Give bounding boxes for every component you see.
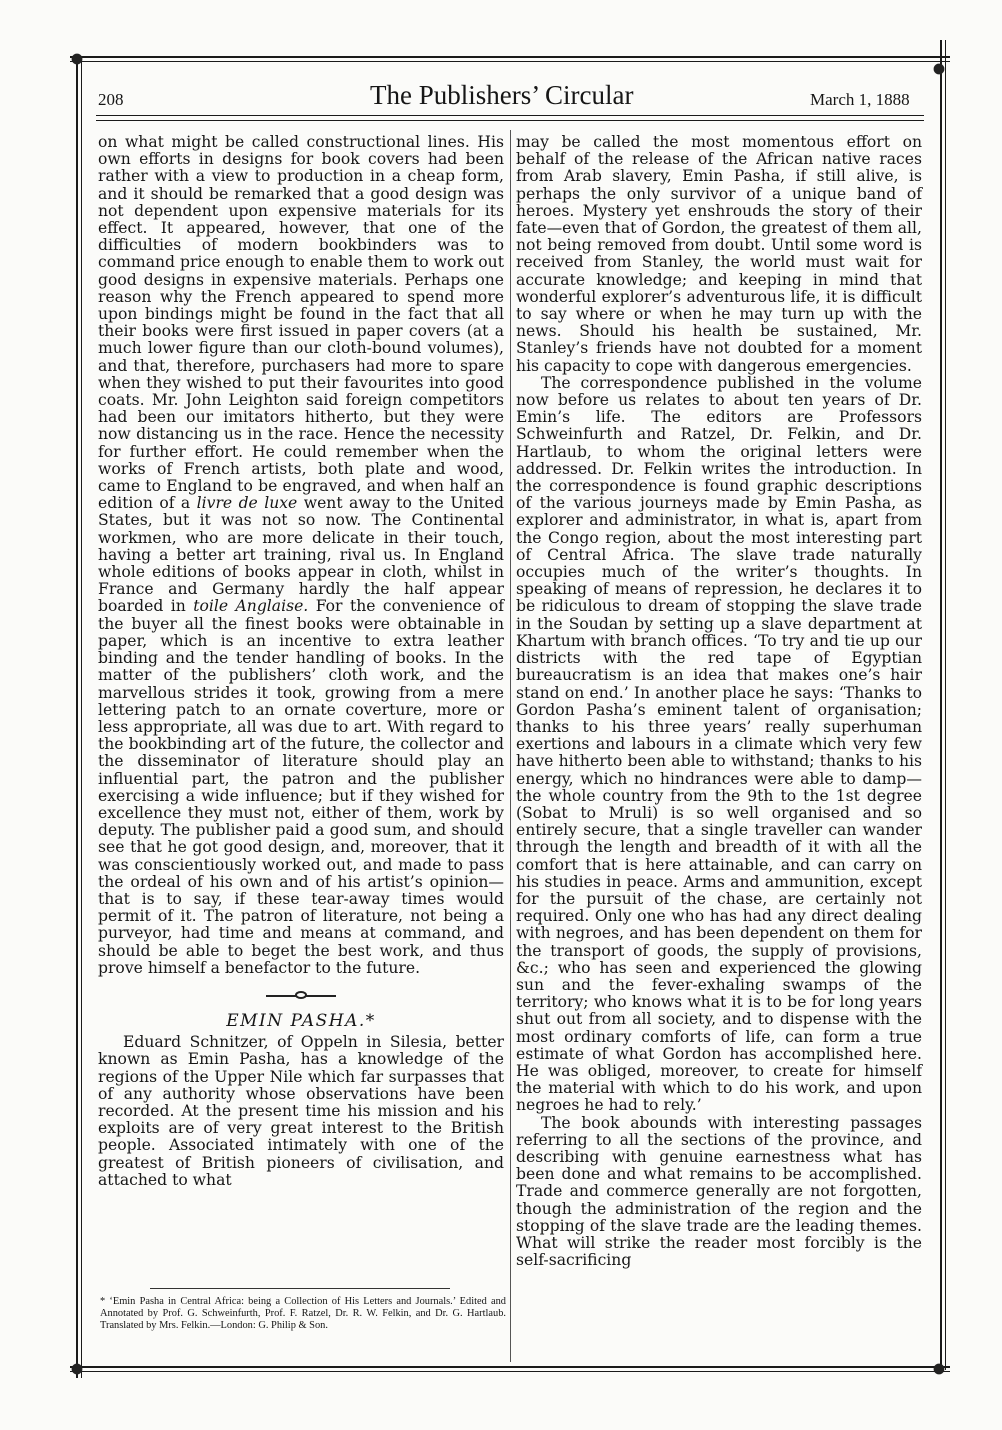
page-title: The Publishers’ Circular: [370, 80, 634, 110]
bottom-border-rule-inner: [70, 1371, 950, 1372]
top-border-rule: [70, 56, 950, 58]
footnote-separator: [150, 1288, 450, 1289]
article-paragraph: Eduard Schnitzer, of Oppeln in Silesia, better known as Emin Pasha, has a knowledge of the regions of the Upper Nile which far surpasses that of any authority whose observations have been recorded. At the present time his mission and his exploits are of very great interest to the British people. Associated intimately with one of the greatest of British pioneers of civilisation, and attached to what: [98, 1033, 504, 1189]
page-number: 208: [98, 90, 124, 109]
right-border-rule-inner: [945, 40, 946, 1370]
article-paragraph: The correspondence published in the volume now before us relates to about ten years of Dr. Emin’s life. The editors are Professors Schweinfurth and Ratzel, Dr. Felkin, and Dr. Hartlaub, to whom the original letters were addressed. Dr. Felkin writes the introduction. In the correspondence is found graphic descriptions of the various journeys made by Emin Pasha, as explorer and administrator, in what is, apart from the Congo region, about the most interesting part of Central Africa. The slave trade naturally occupies much of the writer’s thoughts. In speaking of means of repression, he declares it to be ridiculous to dream of stopping the slave trade in the Soudan by setting up a slave department at Khartum with branch offices. ‘To try and tie up our districts with the red tape of Egyptian bureaucratism is an idea that makes one’s hair stand on end.’ In another place he says: ‘Thanks to Gordon Pasha’s eminent talent of organisation; thanks to his three years’ really superhuman exertions and labours in a climate which very few have hitherto been able to withstand; thanks to his energy, which no hindrances were able to damp—the whole country from the 9th to the 1st degree (Sobat to Mruli) is so well organised and so entirely secure, that a single traveller can wander through the length and breadth of it with all the comfort that is here attainable, and can carry on his studies in peace. Arms and ammunition, except for the pursuit of the chase, are certainly not required. Only one who has had any direct dealing with negroes, and has been dependent on them for the transport of goods, the supply of provisions, &c.; who has seen and experienced the glowing sun and the fever-exhaling swamps of the territory; who knows what it is to be for long years shut out from all society, and to dispense with the most ordinary comforts of life, can form a true estimate of what Gordon has accomplished here. He was obliged, moreover, to create for himself the material with which to do his work, and upon negroes he had to rely.’: [516, 373, 922, 1115]
left-border-rule: [76, 58, 78, 1378]
issue-date: March 1, 1888: [810, 90, 910, 109]
right-column: [516, 134, 922, 1269]
paragraph-text: went away to the United States, but it was not so now. The Continental workmen, who are more delicate in their touch, having a better art training, rival us. In England whole editions of books appear in cloth, whilst in France and Germany hardly the half appear boarded in: [98, 494, 504, 616]
ornament-corner-icon: [68, 1360, 86, 1378]
section-title: EMIN PASHA.*: [226, 1010, 376, 1031]
column-divider: [510, 130, 511, 1362]
article-paragraph: may be called the most momentous effort on behalf of the release of the African native races from Arab slavery, Emin Pasha, if still alive, is perhaps the only survivor of a unique band of heroes. Mystery yet enshrouds the story of their fate—even that of Gordon, the greatest of them all, not being removed from doubt. Until some word is received from Stanley, the world must wait for accurate knowledge; and keeping in mind that wonderful explorer’s adventurous life, it is difficult to say where or when he may turn up with the news. Should his health be sustained, Mr. Stanley’s friends have not doubted for a moment his capacity to cope with dangerous emergencies.: [516, 133, 922, 375]
right-border-rule: [940, 40, 942, 1370]
bottom-border-rule: [70, 1366, 950, 1368]
left-column: [98, 134, 504, 1189]
article-paragraph: [98, 134, 504, 977]
header-rule-second: [96, 120, 924, 121]
left-border-rule-inner: [81, 58, 82, 1378]
footnote: * ‘Emin Pasha in Central Africa: being a Collection of His Letters and Journals.’ Edited and Annotated by Prof. G. Schweinfurth, Prof. F. Ratzel, Dr. R. W. Felkin, and Dr. G. Hartlaub. Translated by Mrs. Felkin.—London: G. Philip & Son.: [100, 1296, 506, 1331]
ornament-corner-icon: [930, 1360, 948, 1378]
article-paragraph: The book abounds with interesting passages referring to all the sections of the province, and describing with genuine earnestness what has been done and what remains to be accomplished. Trade and commerce generally are not forgotten, though the administration of the region and the stopping of the slave trade are the leading themes. What will strike the reader most forcibly is the self-sacrificing: [516, 1113, 922, 1270]
ornament-corner-icon: [68, 50, 86, 68]
italic-phrase: livre de luxe: [196, 494, 298, 513]
ornament-corner-icon: [930, 60, 948, 78]
italic-phrase: toile Anglaise.: [193, 597, 309, 616]
paragraph-text: on what might be called constructional lines. His own efforts in designs for book covers had been rather with a view to production in a cheap form, and it should be remarked that a good design was not dependent upon expensive materials for its effect. It appeared, however, that one of the difficulties of modern bookbinders was to command price enough to enable them to work out good designs in expensive materials. Perhaps one reason why the French appeared to spend more upon bindings might be found in the fact that all their books were first issued in paper covers (at a much lower figure than our cloth-bound volumes), and that, therefore, purchasers had more to spare when they wished to put their favourites into good coats. Mr. John Leighton said foreign competitors had been our imitators hitherto, but they were now distancing us in the race. Hence the necessity for further effort. He could remember when the works of French artists, both plate and wood, came to England to be engraved, and when half an edition of a: [98, 133, 504, 513]
paragraph-text: For the convenience of the buyer all the finest books were obtainable in paper, which is an incentive to extra leather binding and the tender handling of books. In the matter of the publishers’ cloth work, and the marvellous strides it took, growing from a mere lettering patch to an ornate coverture, more or less appropriate, all was due to art. With regard to the bookbinding art of the future, the collector and the disseminator of literature should play an influential part, the patron and the publisher exercising a wide influence; but if they wished for excellence they must not, either of them, work by deputy. The publisher paid a good sum, and should see that he got good design, and, moreover, that it was conscientiously worked out, and made to pass the ordeal of his own and of his artist’s opinion—that is to say, if these tear-away times would permit of it. The patron of literature, not being a purveyor, had time and means at command, and should be able to beget the best work, and thus prove himself a benefactor to the future.: [98, 597, 504, 977]
top-border-rule-inner: [70, 61, 950, 62]
section-ornament: [266, 995, 336, 997]
header-rule: [96, 115, 924, 116]
